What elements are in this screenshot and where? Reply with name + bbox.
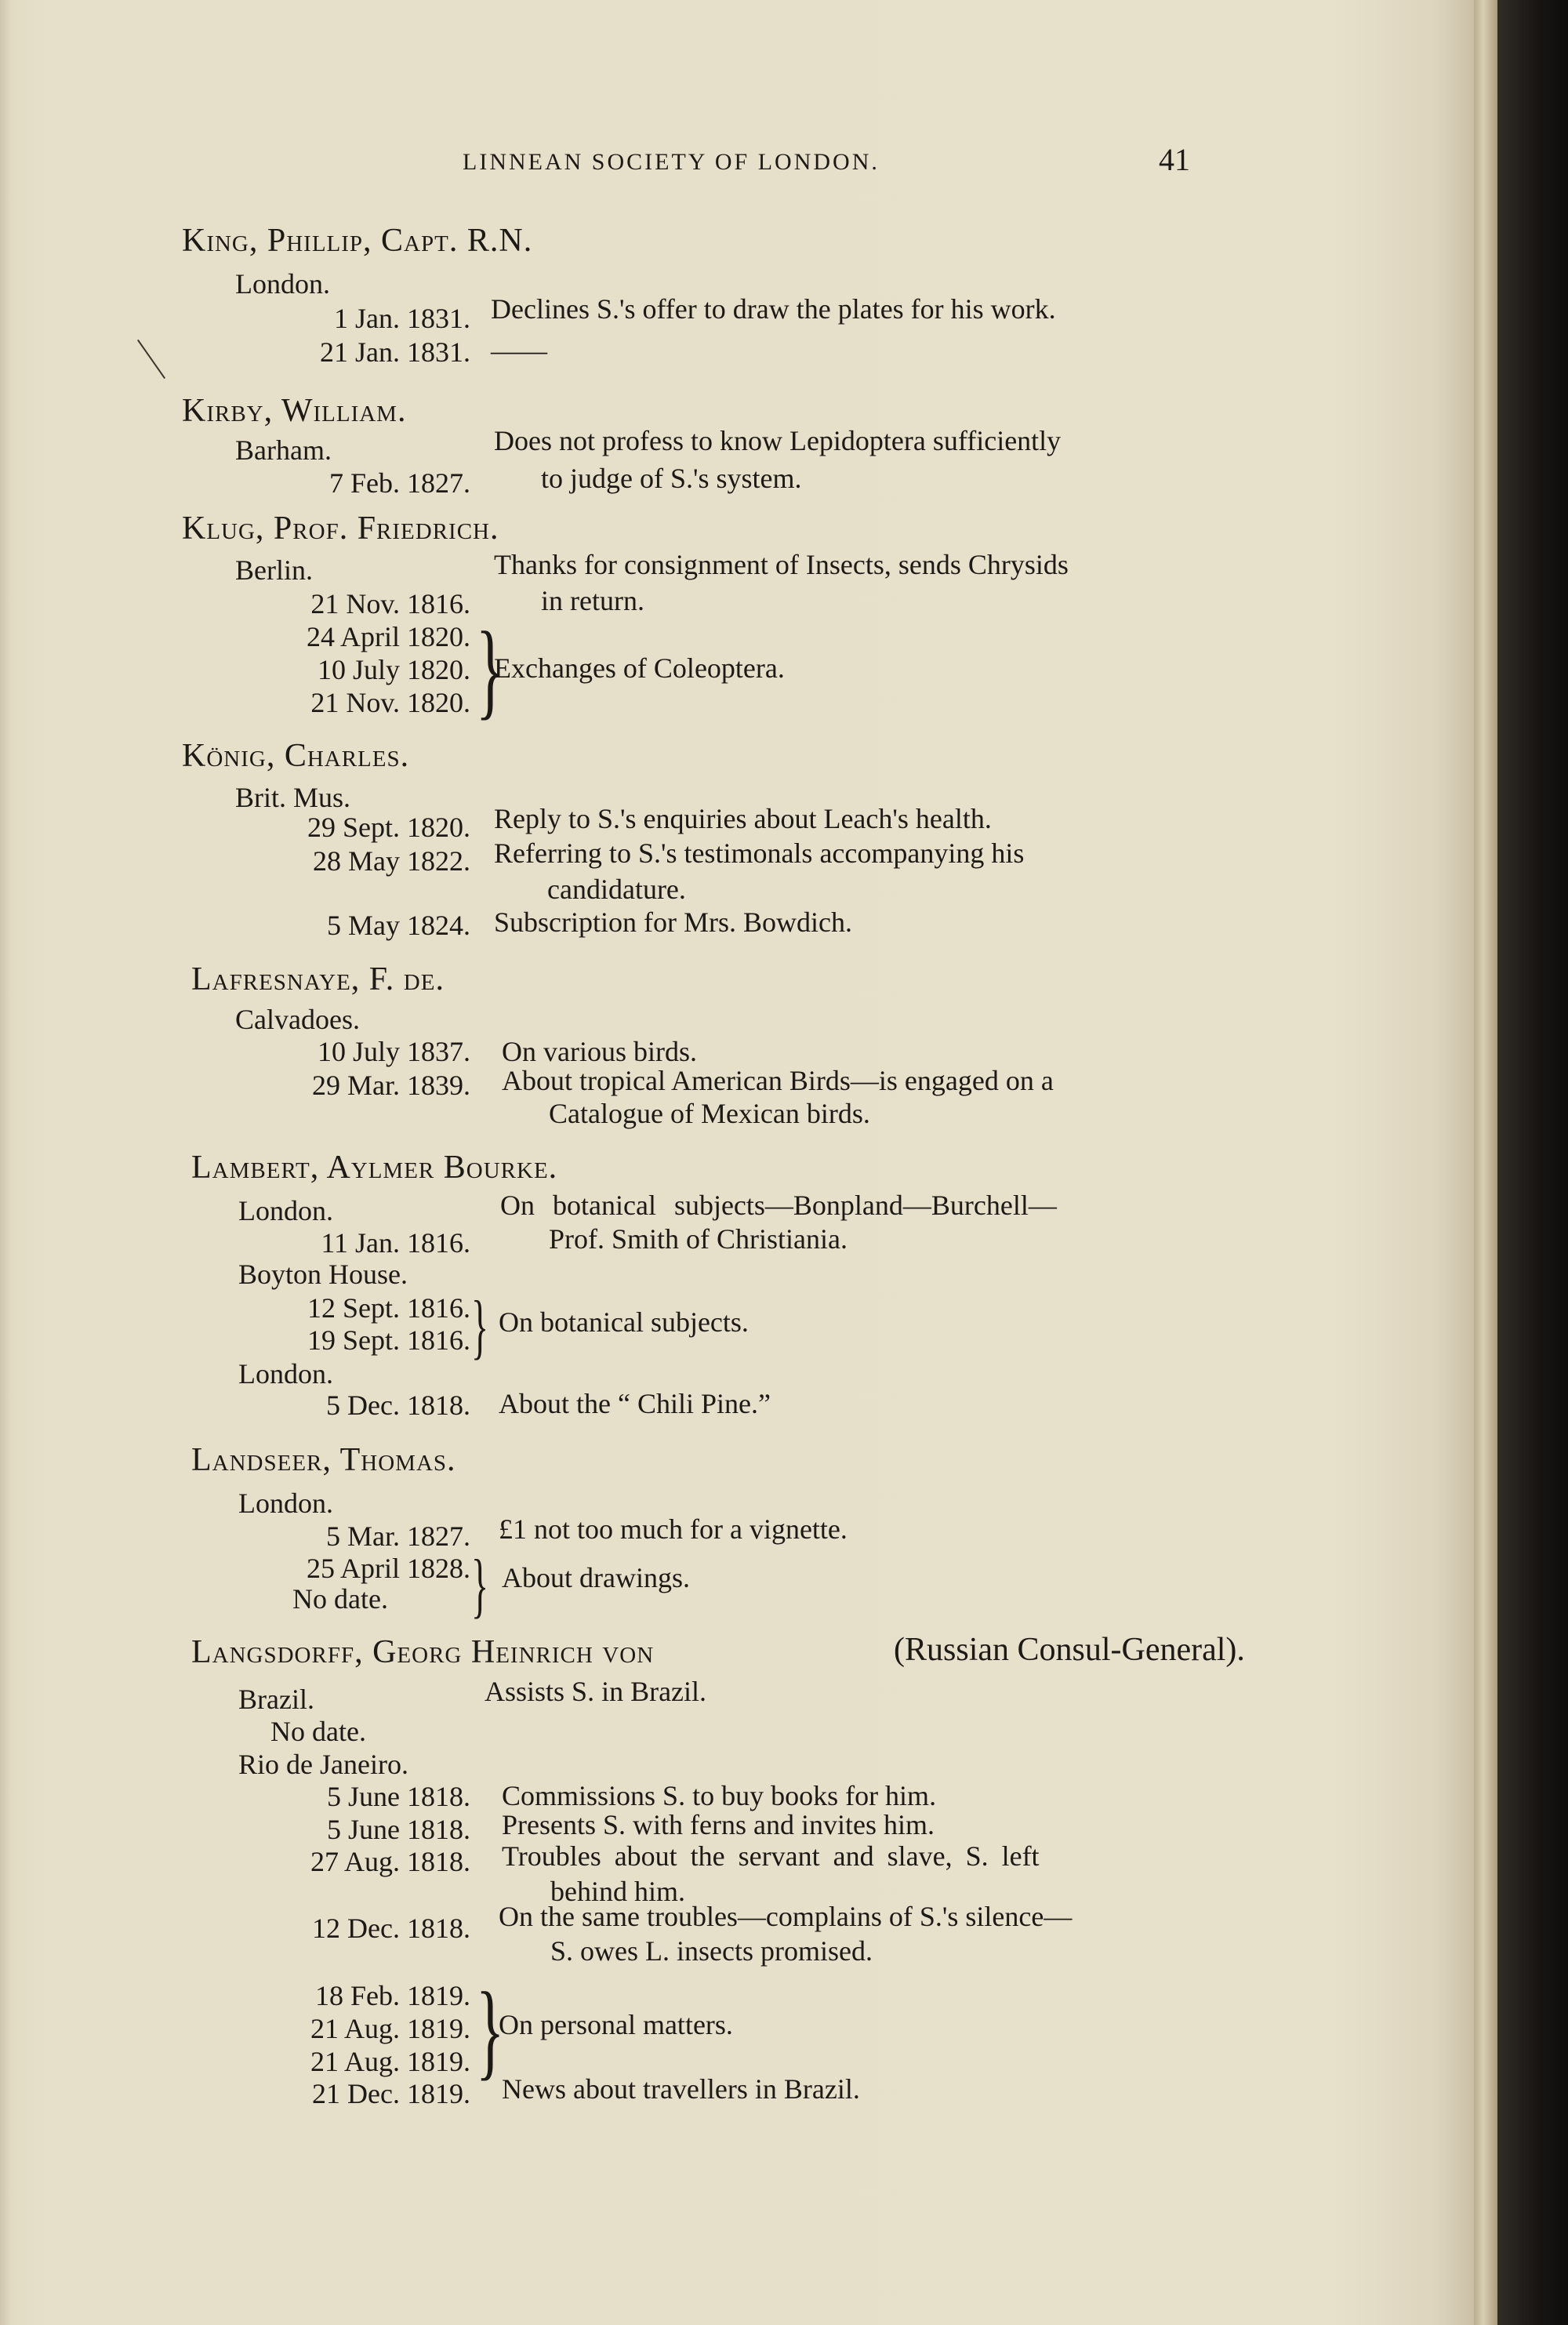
page-edge bbox=[1474, 0, 1497, 2325]
entry-date: 5 June 1818. bbox=[327, 1814, 470, 1845]
entry-note: in return. bbox=[541, 585, 644, 616]
entry-date: 11 Jan. 1816. bbox=[321, 1227, 470, 1259]
entry-note: —— bbox=[491, 335, 547, 366]
entry-place: London. bbox=[238, 1358, 333, 1390]
entry-date: 19 Sept. 1816. bbox=[307, 1324, 470, 1356]
entry-note: Reply to S.'s enquiries about Leach's health. bbox=[494, 803, 992, 834]
entry-date: 24 April 1820. bbox=[306, 621, 470, 652]
entry-date: 21 Dec. 1819. bbox=[312, 2078, 470, 2109]
entry-date: 21 Jan. 1831. bbox=[320, 336, 470, 368]
entry-note: About tropical American Birds—is engaged on a bbox=[502, 1065, 1054, 1096]
entry-note: Commissions S. to buy books for him. bbox=[502, 1780, 937, 1811]
entry-note: About drawings. bbox=[502, 1562, 690, 1593]
entry-name-landseer: Landseer, Thomas. bbox=[191, 1442, 456, 1478]
entry-note: candidature. bbox=[547, 874, 686, 905]
entry-note: Catalogue of Mexican birds. bbox=[549, 1098, 870, 1129]
right-brace: } bbox=[471, 1545, 489, 1625]
entry-date: 12 Dec. 1818. bbox=[312, 1913, 470, 1944]
entry-place: Boyton House. bbox=[238, 1259, 408, 1290]
entry-date: 7 Feb. 1827. bbox=[329, 467, 470, 499]
entry-name-king: King, Phillip, Capt. R.N. bbox=[182, 223, 533, 259]
entry-note: On various birds. bbox=[502, 1036, 697, 1067]
entry-place: Rio de Janeiro. bbox=[238, 1749, 408, 1780]
entry-date: 12 Sept. 1816. bbox=[307, 1292, 470, 1324]
entry-date: No date. bbox=[292, 1583, 388, 1615]
entry-note: to judge of S.'s system. bbox=[541, 463, 802, 494]
entry-note: Declines S.'s offer to draw the plates for his work. bbox=[491, 293, 1056, 325]
entry-date: 18 Feb. 1819. bbox=[315, 1980, 470, 2011]
right-brace: } bbox=[471, 1286, 489, 1366]
entry-date: No date. bbox=[270, 1716, 366, 1747]
entry-note: About the “ Chili Pine.” bbox=[499, 1388, 771, 1419]
entry-date: 21 Nov. 1820. bbox=[310, 687, 470, 718]
entry-date: 1 Jan. 1831. bbox=[334, 303, 470, 334]
entry-date: 5 May 1824. bbox=[327, 910, 470, 941]
entry-name-klug: Klug, Prof. Friedrich. bbox=[182, 510, 499, 547]
entry-name-lafresnaye: Lafresnaye, F. de. bbox=[191, 961, 445, 997]
page-number: 41 bbox=[1159, 142, 1190, 177]
entry-note: Presents S. with ferns and invites him. bbox=[502, 1809, 935, 1840]
entry-note: Prof. Smith of Christiania. bbox=[549, 1223, 848, 1255]
entry-date: 25 April 1828. bbox=[306, 1553, 470, 1584]
entry-date: 29 Sept. 1820. bbox=[307, 812, 470, 843]
entry-name-konig: König, Charles. bbox=[182, 738, 410, 774]
entry-date: 5 Dec. 1818. bbox=[326, 1390, 470, 1421]
running-head: LINNEAN SOCIETY OF LONDON. bbox=[463, 149, 880, 175]
entry-date: 28 May 1822. bbox=[313, 845, 470, 877]
entry-note: S. owes L. insects promised. bbox=[550, 1935, 873, 1967]
right-brace: } bbox=[475, 609, 505, 729]
entry-note: £1 not too much for a vignette. bbox=[499, 1513, 848, 1545]
entry-place: London. bbox=[238, 1488, 333, 1519]
entry-date: 21 Aug. 1819. bbox=[310, 2046, 470, 2077]
entry-name-langsdorff: Langsdorff, Georg Heinrich von bbox=[191, 1634, 655, 1670]
entry-date: 5 June 1818. bbox=[327, 1781, 470, 1812]
entry-place: Brazil. bbox=[238, 1684, 314, 1715]
entry-place: Barham. bbox=[235, 434, 332, 466]
entry-date: 10 July 1837. bbox=[317, 1036, 470, 1067]
entry-date: 10 July 1820. bbox=[317, 654, 470, 685]
entry-date: 21 Nov. 1816. bbox=[310, 588, 470, 619]
entry-note: Assists S. in Brazil. bbox=[485, 1676, 707, 1707]
entry-note: Subscription for Mrs. Bowdich. bbox=[494, 906, 852, 938]
entry-place: London. bbox=[235, 268, 330, 300]
entry-place: Brit. Mus. bbox=[235, 782, 351, 813]
entry-note: Does not profess to know Lepidoptera sufficiently bbox=[494, 425, 1062, 456]
entry-note: On personal matters. bbox=[499, 2009, 733, 2040]
entry-note: Thanks for consignment of Insects, sends Chrysids bbox=[494, 549, 1069, 580]
entry-date: 29 Mar. 1839. bbox=[312, 1070, 470, 1101]
entry-note: On botanical subjects. bbox=[499, 1306, 749, 1338]
entry-note: Troubles about the servant and slave, S. left bbox=[502, 1840, 1040, 1872]
book-binding bbox=[1497, 0, 1568, 2325]
entry-name-suffix: (Russian Consul-General). bbox=[894, 1632, 1245, 1668]
entry-place: London. bbox=[238, 1195, 333, 1226]
entry-name-kirby: Kirby, William. bbox=[182, 393, 407, 429]
entry-note: News about travellers in Brazil. bbox=[502, 2073, 860, 2105]
entry-date: 5 Mar. 1827. bbox=[326, 1520, 470, 1552]
entry-note: Exchanges of Coleoptera. bbox=[494, 652, 785, 684]
entry-place: Berlin. bbox=[235, 554, 313, 586]
entry-note: On the same troubles—complains of S.'s silence— bbox=[499, 1901, 1073, 1932]
entry-name-lambert: Lambert, Aylmer Bourke. bbox=[191, 1150, 558, 1186]
entry-note: Referring to S.'s testimonals accompanying his bbox=[494, 837, 1025, 869]
entry-note: On botanical subjects—Bonpland—Burchell— bbox=[500, 1190, 1057, 1221]
right-brace: } bbox=[475, 1970, 505, 2090]
entry-date: 27 Aug. 1818. bbox=[310, 1846, 470, 1877]
entry-note: behind him. bbox=[550, 1876, 685, 1907]
entry-place: Calvadoes. bbox=[235, 1004, 360, 1035]
entry-date: 21 Aug. 1819. bbox=[310, 2013, 470, 2044]
